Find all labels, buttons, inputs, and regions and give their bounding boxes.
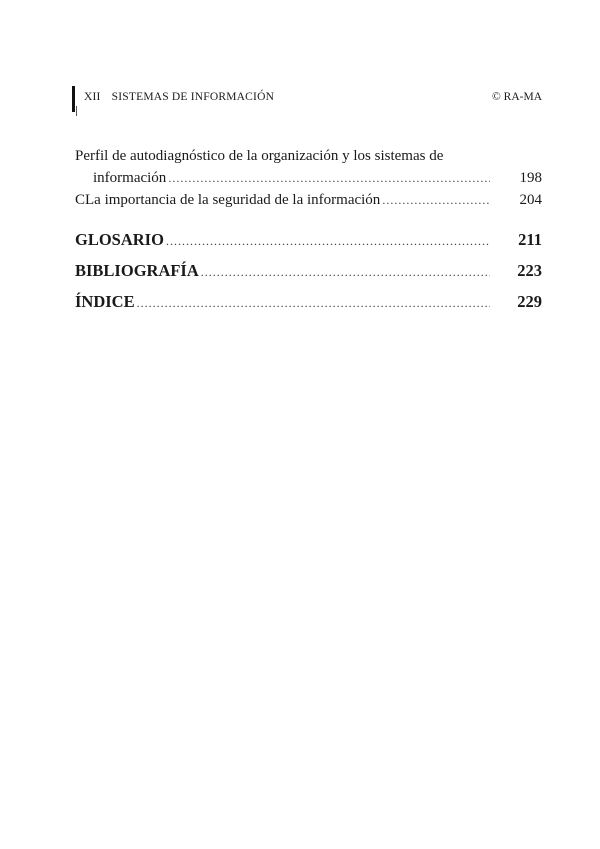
dot-leader [201, 257, 490, 287]
running-header [72, 86, 542, 114]
book-title: SISTEMAS DE INFORMACIÓN [111, 91, 275, 103]
table-of-contents [75, 145, 542, 318]
toc-entry-indice[interactable] [75, 287, 542, 318]
toc-entry-bibliografia[interactable] [75, 256, 542, 287]
dot-leader [382, 189, 490, 211]
toc-entry-text: CLa importancia de la seguridad de la información [75, 192, 381, 208]
header-rule [72, 86, 75, 112]
toc-page-number: 229 [517, 292, 542, 311]
toc-page-number: 198 [519, 170, 542, 186]
toc-page-number: 223 [517, 261, 542, 280]
header-rule-tail [76, 106, 77, 116]
toc-entry-text-line2: información [93, 170, 167, 186]
dot-leader [168, 167, 490, 189]
toc-entry-seguridad[interactable] [75, 189, 542, 211]
page-number: XII [84, 91, 101, 103]
section-gap [75, 211, 542, 225]
toc-page-number: 204 [519, 192, 542, 208]
publisher-mark: © RA-MA [492, 91, 542, 103]
dot-leader [166, 226, 490, 256]
toc-entry-perfil[interactable] [75, 145, 542, 189]
toc-major-text: GLOSARIO [75, 230, 164, 249]
toc-entry-text-line1: Perfil de autodiagnóstico de la organización y los sistemas de [75, 148, 444, 164]
toc-major-text: ÍNDICE [75, 292, 135, 311]
toc-major-text: BIBLIOGRAFÍA [75, 261, 199, 280]
toc-entry-glosario[interactable] [75, 225, 542, 256]
toc-page-number: 211 [518, 230, 542, 249]
dot-leader [137, 288, 490, 318]
header-left [84, 91, 274, 103]
